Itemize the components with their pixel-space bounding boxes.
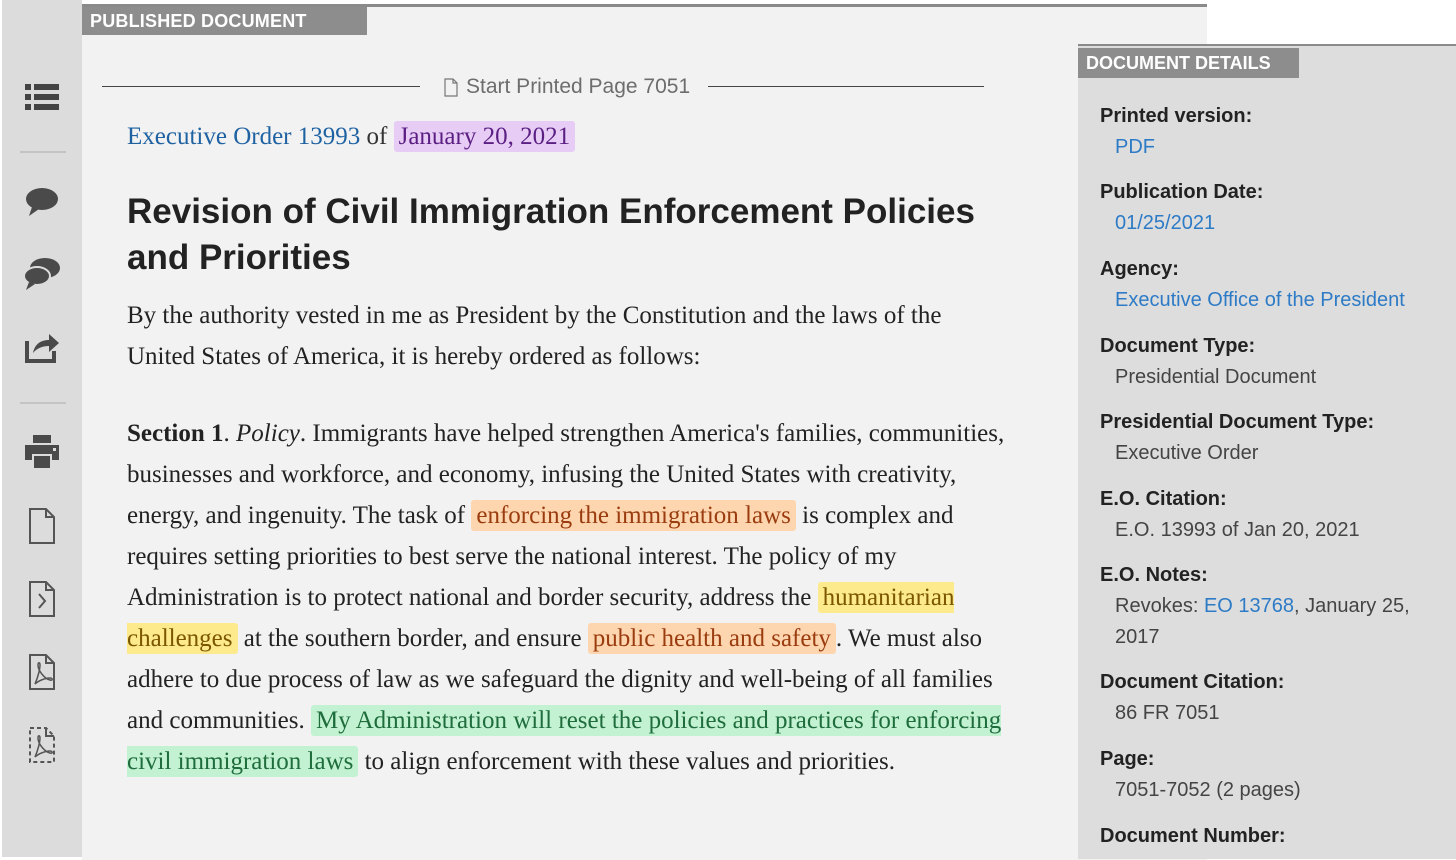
- policy-label: Policy: [236, 420, 300, 447]
- page-marker-text: Start Printed Page 7051: [466, 75, 691, 98]
- section-text: to align enforcement with these values and priorities.: [358, 748, 896, 775]
- eo-citation: [1100, 485, 1440, 545]
- doc-citation-value: 86 FR 7051: [1115, 702, 1220, 724]
- comment-icon[interactable]: [20, 180, 64, 224]
- section-heading-dot: .: [223, 420, 237, 447]
- intro-paragraph: By the authority vested in me as President by the Constitution and the laws of the United States of America, it is hereby ordered as follows:: [127, 302, 942, 370]
- document-type: [1100, 332, 1440, 392]
- page-marker-label: [444, 75, 690, 99]
- page-value: 7051-7052 (2 pages): [1115, 779, 1301, 801]
- published-document-panel: [82, 4, 1207, 860]
- eo-notes: [1100, 561, 1440, 653]
- document-number: [1100, 822, 1440, 850]
- section-text: is complex and requires setting priorities to best serve the national interest. The policy of my Administration is to protect national and border security, address the: [127, 502, 954, 611]
- section-1-paragraph: [127, 413, 1007, 782]
- eo-of: of: [366, 123, 388, 150]
- section-text: . We must also adhere to due process of law as we safeguard the dignity and well-being of all families and communities.: [127, 625, 993, 734]
- publication-date: [1100, 178, 1440, 238]
- document-type-label: Document Type:: [1100, 335, 1256, 357]
- presidential-type-label: Presidential Document Type:: [1100, 411, 1375, 433]
- document-icon[interactable]: [20, 504, 64, 548]
- document-title: Revision of Civil Immigration Enforcement Policies and Priorities: [127, 192, 975, 277]
- toolbar-divider: [20, 402, 66, 404]
- highlight-public-health: public health and safety: [588, 623, 836, 654]
- page-marker-rule: [102, 86, 420, 87]
- list-icon[interactable]: [20, 75, 64, 119]
- section-heading-label: Section: [127, 420, 205, 447]
- code-document-icon[interactable]: [20, 577, 64, 621]
- toolbar-divider: [20, 151, 66, 153]
- page-range: [1100, 745, 1440, 805]
- left-toolbar: [2, 0, 82, 857]
- eo-date: January 20, 2021: [394, 121, 576, 152]
- eo-link[interactable]: Executive Order 13993: [127, 123, 361, 150]
- section-text: at the southern border, and ensure: [237, 625, 588, 652]
- document-citation: [1100, 668, 1440, 728]
- agency: [1100, 255, 1440, 315]
- document-details-panel: [1078, 44, 1456, 859]
- highlight-humanitarian: humanitarian challenges: [127, 584, 955, 652]
- presidential-document-type: [1100, 408, 1440, 468]
- published-document-tab: PUBLISHED DOCUMENT: [82, 7, 367, 35]
- eo-notes-value: [1100, 591, 1440, 653]
- publication-date-label: Publication Date:: [1100, 181, 1264, 203]
- section-heading-num: 1: [211, 420, 224, 447]
- share-icon[interactable]: [20, 325, 64, 369]
- eo-header: [127, 123, 575, 151]
- eo-notes-prefix: Revokes:: [1115, 595, 1204, 617]
- page-marker: [102, 73, 984, 103]
- doc-number-label: Document Number:: [1100, 825, 1286, 847]
- page-marker-rule: [708, 86, 984, 87]
- pdf-link[interactable]: PDF: [1115, 136, 1155, 158]
- comments-icon[interactable]: [20, 252, 64, 296]
- pdf-dashed-icon[interactable]: [20, 723, 64, 767]
- document-details-tab: DOCUMENT DETAILS: [1078, 48, 1299, 78]
- print-icon[interactable]: [20, 430, 64, 474]
- publication-date-link[interactable]: 01/25/2021: [1115, 212, 1216, 234]
- doc-citation-label: Document Citation:: [1100, 671, 1285, 693]
- page-label: Page:: [1100, 748, 1155, 770]
- presidential-type-value: Executive Order: [1115, 442, 1259, 464]
- highlight-enforcing: enforcing the immigration laws: [471, 500, 796, 531]
- pdf-icon[interactable]: [20, 650, 64, 694]
- agency-label: Agency:: [1100, 258, 1179, 280]
- page-icon: [444, 78, 458, 97]
- eo-notes-label: E.O. Notes:: [1100, 564, 1208, 586]
- agency-link[interactable]: Executive Office of the President: [1115, 289, 1405, 311]
- document-type-value: Presidential Document: [1115, 366, 1317, 388]
- eo-citation-value: E.O. 13993 of Jan 20, 2021: [1115, 519, 1360, 541]
- eo-citation-label: E.O. Citation:: [1100, 488, 1227, 510]
- eo-notes-suffix: , January 25, 2017: [1115, 595, 1410, 648]
- section-text: . Immigrants have helped strengthen America's families, communities, businesses and workforce, and economy, infusing the United States with creativity, energy, and ingenuity. The task of: [127, 420, 1005, 529]
- eo-13768-link[interactable]: EO 13768: [1203, 595, 1295, 617]
- printed-version-label: Printed version:: [1100, 105, 1253, 127]
- printed-version: [1100, 102, 1440, 162]
- highlight-reset-policies: My Administration will reset the policies and practices for enforcing civil immigration laws: [127, 707, 1002, 775]
